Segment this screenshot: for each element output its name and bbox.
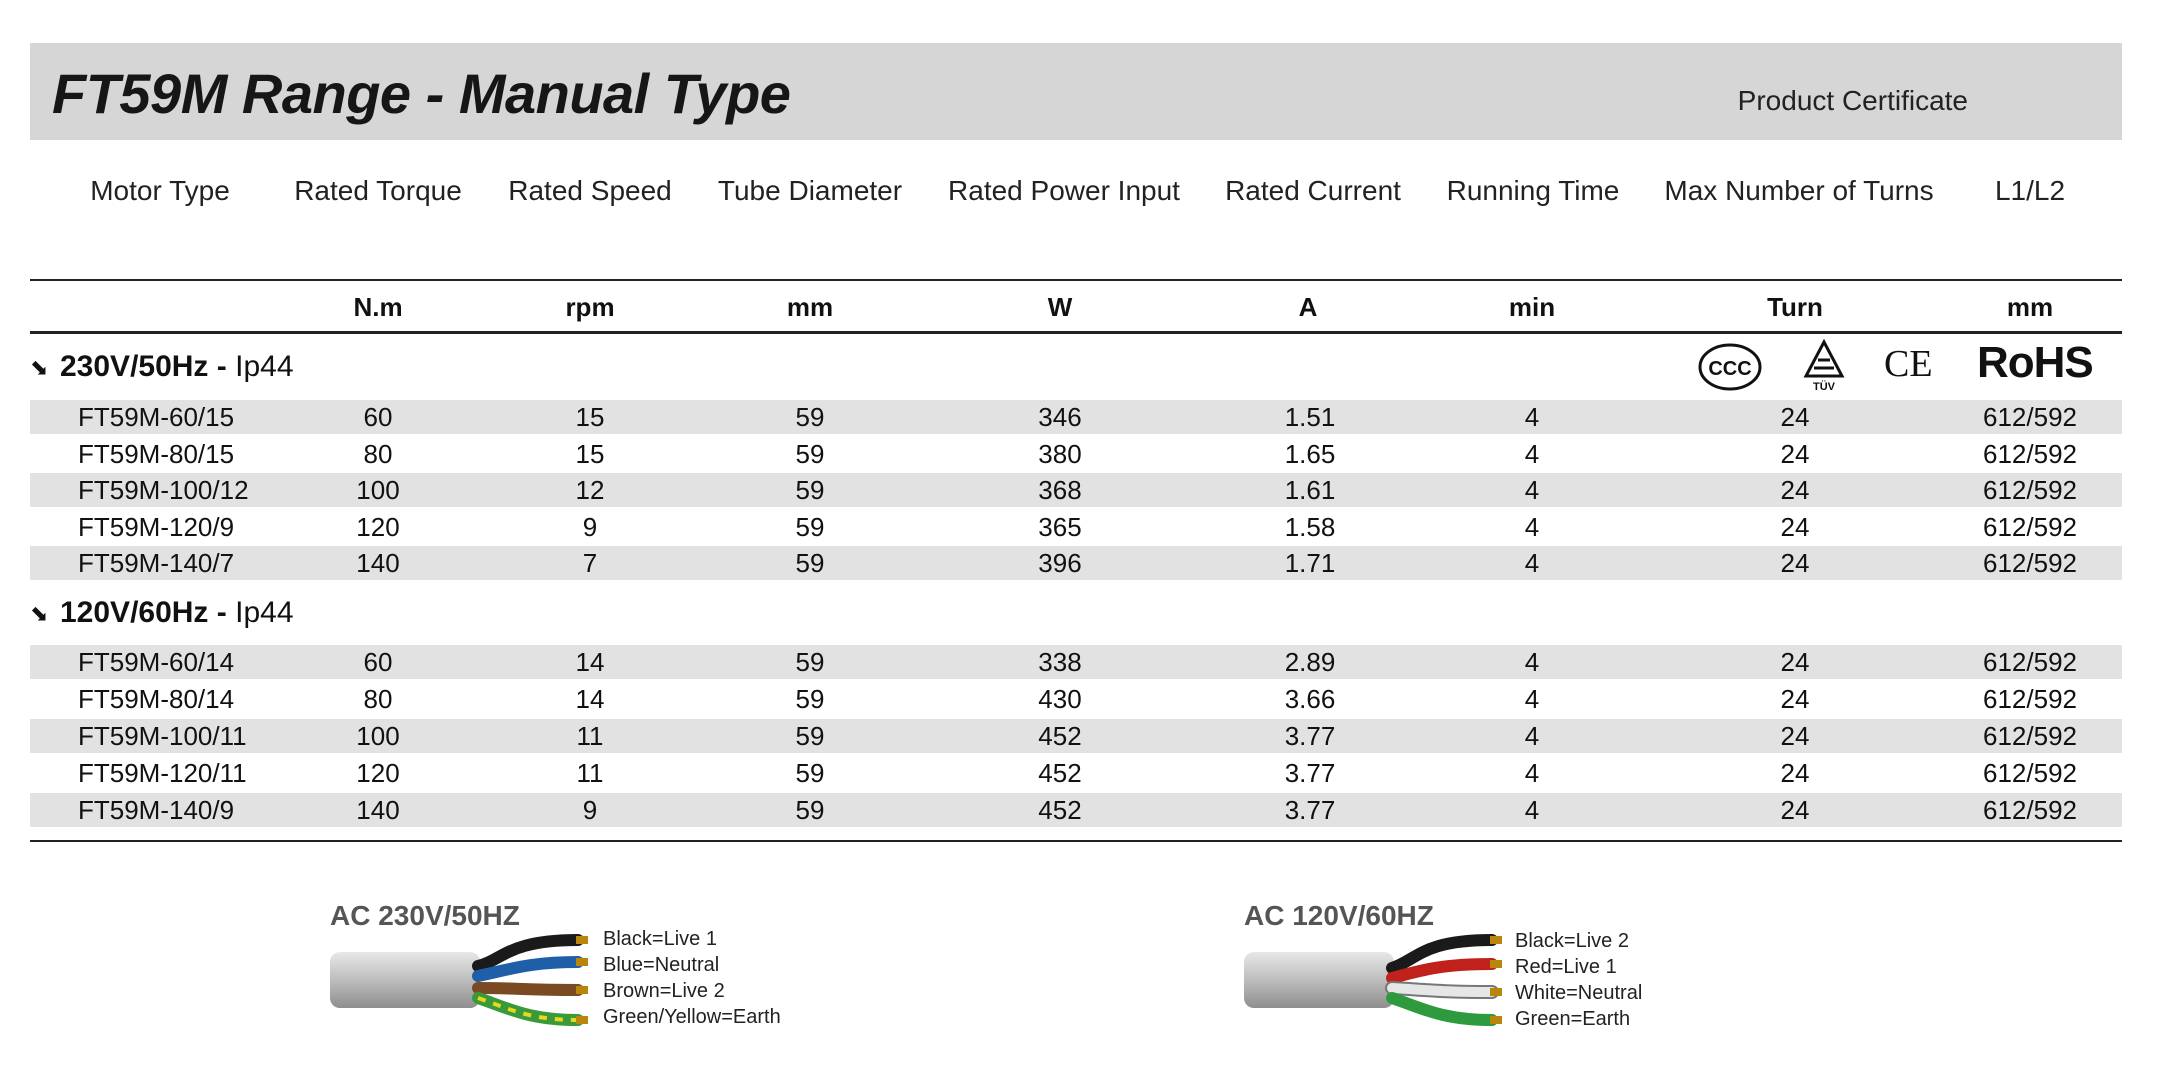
- tuv-text: TÜV: [1813, 381, 1835, 393]
- cell-turns: 24: [1780, 758, 1810, 788]
- cell-current: 3.77: [1284, 721, 1336, 751]
- col-header-motor-type: Motor Type: [90, 175, 230, 206]
- cell-torque: 80: [363, 438, 393, 469]
- wire-label-red: Red=Live 1: [1515, 956, 1617, 978]
- unit-turns: Turn: [1767, 292, 1823, 322]
- cell-power: 346: [1038, 402, 1082, 432]
- section-header-230v: [30, 350, 294, 384]
- table-row: [30, 473, 2122, 507]
- cell-model: FT59M-100/11: [78, 721, 247, 751]
- cell-l1-l2: 612/592: [1983, 795, 2077, 825]
- cell-model: FT59M-140/7: [78, 548, 235, 578]
- cell-speed: 12: [575, 475, 605, 505]
- col-header-rated-torque: Rated Torque: [294, 175, 462, 206]
- wire-label-brown: Brown=Live 2: [603, 980, 725, 1002]
- cell-torque: 140: [356, 795, 400, 825]
- cell-torque: 120: [356, 511, 400, 542]
- cell-model: FT59M-80/15: [78, 438, 235, 469]
- cell-speed: 11: [576, 721, 604, 751]
- cell-speed: 7: [582, 548, 598, 578]
- cell-running-time: 4: [1524, 402, 1540, 432]
- cell-turns: 24: [1780, 721, 1810, 751]
- table-row: [30, 793, 2122, 827]
- cell-current: 1.58: [1284, 511, 1336, 542]
- page-title: FT59M Range - Manual Type: [52, 62, 791, 125]
- cell-power: 368: [1038, 475, 1082, 505]
- cell-model: FT59M-60/15: [78, 402, 235, 432]
- cell-power: 430: [1038, 684, 1082, 714]
- cell-l1-l2: 612/592: [1983, 684, 2077, 714]
- cell-l1-l2: 612/592: [1983, 548, 2077, 578]
- wire-label-green: Green=Earth: [1515, 1008, 1631, 1030]
- table-row: [30, 546, 2122, 580]
- cell-l1-l2: 612/592: [1983, 475, 2077, 505]
- section-header-120v: [30, 596, 294, 630]
- cell-running-time: 4: [1524, 475, 1540, 505]
- section-voltage: 120V/60Hz: [60, 596, 209, 629]
- cell-speed: 15: [575, 438, 605, 469]
- ccc-text: CCC: [1708, 358, 1752, 380]
- cell-power: 452: [1038, 721, 1082, 751]
- ce-icon: CE: [1884, 343, 1933, 385]
- section-rating: Ip44: [235, 350, 294, 383]
- cell-speed: 15: [575, 402, 605, 432]
- cell-model: FT59M-120/9: [78, 511, 235, 542]
- cell-power: 396: [1038, 548, 1082, 578]
- wire-label-black: Black=Live 1: [603, 928, 717, 950]
- cell-torque: 80: [363, 684, 393, 714]
- cell-diameter: 59: [795, 438, 825, 469]
- col-header-rated-speed: Rated Speed: [508, 175, 672, 206]
- section-voltage: 230V/50Hz: [60, 350, 209, 383]
- wire-label-blue: Blue=Neutral: [603, 954, 720, 976]
- cell-power: 452: [1038, 758, 1082, 788]
- col-header-tube-diameter: Tube Diameter: [717, 175, 903, 206]
- cell-running-time: 4: [1524, 684, 1540, 714]
- cell-power: 380: [1038, 438, 1082, 469]
- cell-model: FT59M-120/11: [78, 758, 247, 788]
- cell-speed: 14: [575, 684, 605, 714]
- cell-current: 2.89: [1284, 647, 1336, 677]
- cell-l1-l2: 612/592: [1983, 758, 2077, 788]
- cable-diagram-120v: [1242, 930, 1512, 1035]
- cell-turns: 24: [1780, 548, 1810, 578]
- unit-running-time: min: [1508, 292, 1556, 322]
- cell-model: FT59M-140/9: [78, 795, 235, 825]
- section-rating: Ip44: [235, 596, 294, 629]
- cell-diameter: 59: [795, 684, 825, 714]
- title-bar: [30, 43, 2122, 140]
- unit-speed: rpm: [565, 292, 615, 322]
- cell-current: 1.51: [1284, 402, 1336, 432]
- cell-turns: 24: [1780, 402, 1810, 432]
- cell-power: 338: [1038, 647, 1082, 677]
- section-separator: -: [208, 350, 236, 383]
- cell-running-time: 4: [1524, 721, 1540, 751]
- cell-current: 1.65: [1284, 438, 1336, 469]
- cell-l1-l2: 612/592: [1983, 721, 2077, 751]
- rohs-icon: RoHS: [1977, 338, 2093, 387]
- cell-torque: 60: [363, 402, 393, 432]
- unit-current: A: [1298, 292, 1318, 322]
- cell-current: 3.77: [1284, 758, 1336, 788]
- cell-torque: 60: [363, 647, 393, 677]
- cell-torque: 120: [356, 758, 400, 788]
- cell-model: FT59M-80/14: [78, 684, 235, 714]
- header-divider: [30, 279, 2122, 281]
- cell-running-time: 4: [1524, 548, 1540, 578]
- unit-power: W: [1047, 292, 1073, 322]
- cell-current: 3.77: [1284, 795, 1336, 825]
- unit-diameter: mm: [786, 292, 834, 322]
- cell-current: 1.71: [1284, 548, 1336, 578]
- table-bottom-divider: [30, 840, 2122, 842]
- table-row: [30, 756, 2122, 790]
- cell-model: FT59M-100/12: [78, 475, 249, 505]
- cell-diameter: 59: [795, 475, 825, 505]
- wiring-title-120v: AC 120V/60HZ: [1244, 900, 1434, 931]
- cable-diagram-230v: [328, 930, 598, 1035]
- table-row: [30, 400, 2122, 434]
- unit-torque: N.m: [353, 292, 403, 322]
- cell-diameter: 59: [795, 721, 825, 751]
- cell-l1-l2: 612/592: [1983, 402, 2077, 432]
- section-arrow-icon: ⬊: [30, 601, 49, 627]
- units-divider: [30, 331, 2122, 334]
- cell-diameter: 59: [795, 548, 825, 578]
- cell-diameter: 59: [795, 758, 825, 788]
- cell-diameter: 59: [795, 795, 825, 825]
- product-certificate-label: Product Certificate: [1737, 85, 1968, 116]
- table-row: [30, 645, 2122, 679]
- col-header-running-time: Running Time: [1446, 175, 1620, 206]
- cell-speed: 11: [576, 758, 604, 788]
- wiring-title-230v: AC 230V/50HZ: [330, 900, 520, 931]
- cell-torque: 100: [356, 475, 400, 505]
- section-arrow-icon: ⬊: [30, 355, 49, 381]
- wire-label-green-yellow: Green/Yellow=Earth: [603, 1006, 781, 1028]
- cell-current: 3.66: [1284, 684, 1336, 714]
- cell-l1-l2: 612/592: [1983, 647, 2077, 677]
- cell-running-time: 4: [1524, 438, 1540, 469]
- cell-turns: 24: [1780, 511, 1810, 542]
- cell-power: 452: [1038, 795, 1082, 825]
- section-separator: -: [208, 596, 236, 629]
- table-row: [30, 682, 2122, 716]
- cell-model: FT59M-60/14: [78, 647, 235, 677]
- cell-torque: 100: [356, 721, 400, 751]
- cell-turns: 24: [1780, 647, 1810, 677]
- cell-turns: 24: [1780, 475, 1810, 505]
- cell-torque: 140: [356, 548, 400, 578]
- cell-turns: 24: [1780, 438, 1810, 469]
- wire-label-black: Black=Live 2: [1515, 930, 1629, 952]
- cell-speed: 14: [575, 647, 605, 677]
- cell-turns: 24: [1780, 795, 1810, 825]
- cell-running-time: 4: [1524, 795, 1540, 825]
- cell-diameter: 59: [795, 511, 825, 542]
- cell-diameter: 59: [795, 647, 825, 677]
- col-header-rated-power-input: Rated Power Input: [948, 175, 1180, 206]
- cell-speed: 9: [582, 511, 598, 542]
- table-row: [30, 437, 2122, 471]
- unit-l1-l2: mm: [2006, 292, 2054, 322]
- table-row: [30, 510, 2122, 544]
- col-header-max-turns: Max Number of Turns: [1664, 175, 1934, 206]
- cell-speed: 9: [582, 795, 598, 825]
- cell-l1-l2: 612/592: [1983, 511, 2077, 542]
- wire-label-white: White=Neutral: [1515, 982, 1643, 1004]
- col-header-l1-l2: L1/L2: [1994, 175, 2066, 206]
- cell-running-time: 4: [1524, 511, 1540, 542]
- tuv-icon: [1800, 338, 1848, 399]
- cell-turns: 24: [1780, 684, 1810, 714]
- table-row: [30, 719, 2122, 753]
- col-header-rated-current: Rated Current: [1225, 175, 1401, 206]
- cell-running-time: 4: [1524, 758, 1540, 788]
- cell-l1-l2: 612/592: [1983, 438, 2077, 469]
- cell-diameter: 59: [795, 402, 825, 432]
- cell-running-time: 4: [1524, 647, 1540, 677]
- cell-current: 1.61: [1284, 475, 1336, 505]
- cell-power: 365: [1038, 511, 1082, 542]
- ccc-icon: [1698, 343, 1762, 396]
